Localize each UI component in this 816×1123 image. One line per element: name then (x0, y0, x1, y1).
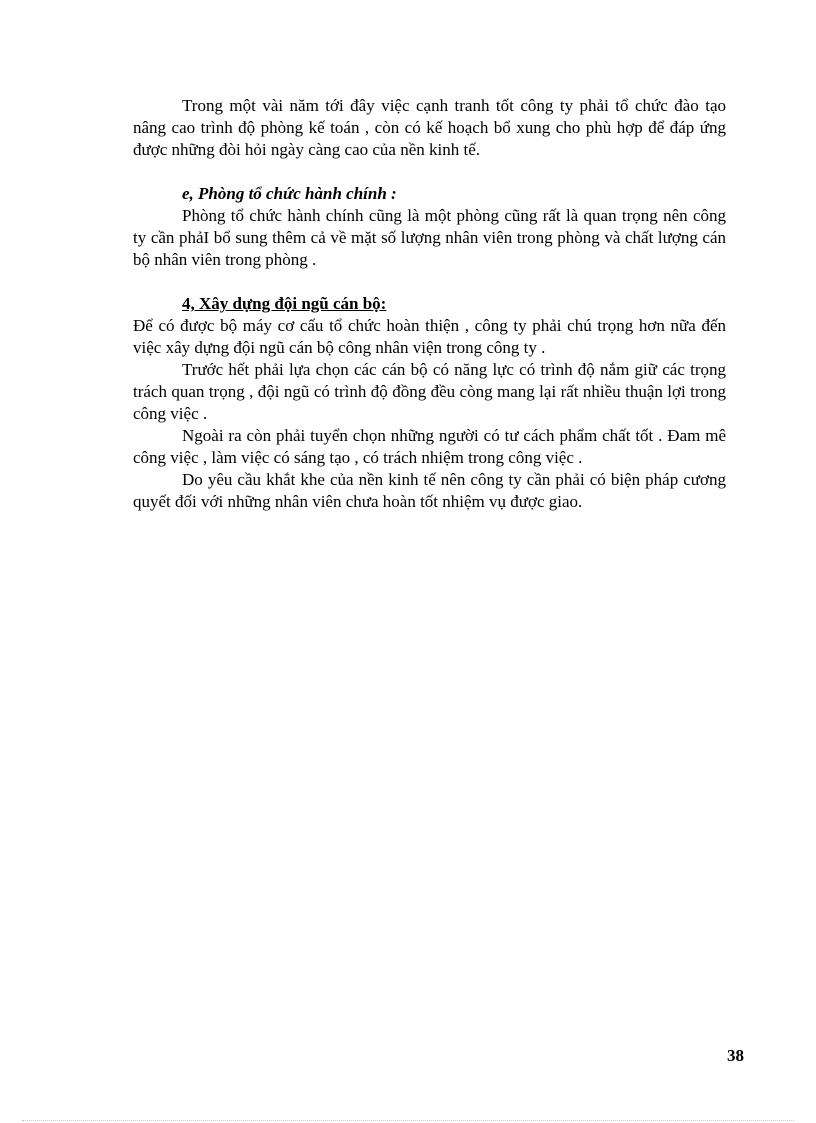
paragraph-staff-recruitment: Ngoài ra còn phải tuyển chọn những người có tư cách phẩm chất tốt . Đam mê công việc , làm việc có sáng tạo , có trách nhiệm trong công việc . (133, 426, 726, 467)
paragraph-staff-structure: Để có được bộ máy cơ cấu tổ chức hoàn thiện , công ty phải chú trọng hơn nữa đến việc xây dựng đội ngũ cán bộ công nhân viện trong công ty . (133, 316, 726, 357)
document-page (133, 95, 726, 513)
section-heading-staff: 4, Xây dựng đội ngũ cán bộ: (182, 294, 387, 313)
page-number: 38 (727, 1046, 744, 1065)
paragraph-staff-requirements: Do yêu cầu khắt khe của nền kinh tế nên công ty cần phải có biện pháp cương quyết đối với những nhân viên chưa hoàn tốt nhiệm vụ được giao. (133, 470, 726, 511)
paragraph-admin: Phòng tổ chức hành chính cũng là một phòng cũng rất là quan trọng nên công ty cần phảI bổ sung thêm cả về mặt số lượng nhân viên trong phòng và chất lượng cán bộ nhân viên trong phòng . (133, 206, 726, 269)
spacer (133, 271, 726, 293)
paragraph-training: Trong một vài năm tới đây việc cạnh tranh tốt công ty phải tổ chức đào tạo nâng cao trình độ phòng kế toán , còn có kế hoạch bổ xung cho phù hợp để đáp ứng được những đòi hỏi ngày càng cao của nền kinh tế. (133, 96, 726, 159)
paragraph-staff-selection: Trước hết phải lựa chọn các cán bộ có năng lực có trình độ nắm giữ các trọng trách quan trọng , đội ngũ có trình độ đồng đều còng mang lại rất nhiều thuận lợi trong công việc . (133, 360, 726, 423)
page-bottom-divider (22, 1120, 794, 1121)
spacer (133, 161, 726, 183)
section-heading-admin: e, Phòng tổ chức hành chính : (182, 184, 397, 203)
